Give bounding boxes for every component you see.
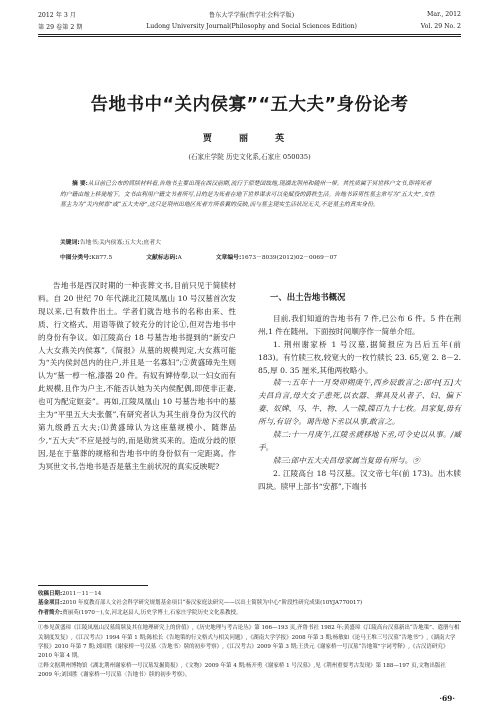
article-number: 1673－8039(2012)02－0069－07 [241,255,337,261]
header-date: 2012 年 3 月 [38,12,76,19]
article-author: 贾 丽 英 [202,134,297,144]
article-number-label: 文章编号: [215,255,242,261]
keywords-text: 告地书;关内侯寡;五大夫;庶者大 [79,240,161,246]
header-rule-thick [38,34,461,35]
intro-paragraph: 告地书是西汉时期的一种丧葬文书,目前只见于简牍材料。自 20 世纪 70 年代湖北江陵凤凰山 10 号汉墓首次发现以来,已有数件出土。学者们就告地书的名称由来、性质、行文格式、用语等做了较充分的讨论①,但对告地书中的身份有争议。如江陵高台 18 号墓告地书提到的“新安户人大女燕关内侯寡”,《简报》从墓的规模判定,大女燕可能为“关内侯封邑内的住户,并且是一名寡妇”;②黄盛璋先生则认为“墓一椁一棺,漆器 20 件。有奴有婢侍奉,以一妇女而有此规模,且作为户主,不能否认她为关内侯配偶,即使非正妻,也可为配定妪妾”。再如,江陵凤凰山 10 号墓告地书中的墓主为“平里五大夫张偃”,有研究者认为其生前身份为汉代的第九级爵五大夫;⑴黄盛璋认为这座墓规模小、随葬品少,“五大夫”不应是授与的,而是勋赏买来的。造成分歧的原因,是在于墓葬的规格和告地书中的身份似有一定距离。作为冥世文书,告地书是否是墓主生前状况的真实反映呢? [38,281,236,471]
footnote-1: ①参见黄盛璋《江陵凤凰山汉墓简牍及其在地理研究上的价值》,《历史地理与考古论丛》第 166—193 页,齐鲁书社 1982 年;黄盛璋《江陵高台汉墓新出“告地策”、遣册与相关制度发复》,《江汉考古》1994 年第 1 期;陈松长《告地策的行文格式与相关问题》,《湖南大学学报》2008 年第 3 期;杨敏如《论马王堆三号汉墓“告地书”》,《湖南大学学报》2010 年第 7 期;刘国胜《谢家桥一号汉墓〈告地书〉牍的初步考察》,《江汉考古》2009 年第 3 期;王贵元《谢家桥一号汉墓“告地策”字词考释》,《古汉语研究》2010 年第 4 期。 [38,625,460,660]
item-2: 2. 江陵高台 18 号汉墓。汉文帝七年(前 173)。出木牍四块。牍甲上部书“安都”,下端书 [258,468,461,491]
article-title: 告地书中“关内侯寡”“五大夫”身份论考 [90,95,409,115]
header-volume-en: Vol. 29 No. 2 [420,23,461,30]
quote-tablet-2: 牍二:十一月庚午,江陵丞虒移地下丞,可令史以从事。/臧手。 [258,430,461,452]
abstract [60,179,437,211]
fund-text: 2010 年度教育部人文社会科学研究规划基金项目“秦汉家庭法研究——以出土简牍为中心”阶段性研究成果(10YJA770017) [62,600,363,607]
fund-label: 基金项目: [38,600,63,607]
body-right-column [258,280,461,494]
abstract-text: 从目前已公布的简牍材料看,告地书主要出现在西汉前期,流行于原楚国故地,现湖北荆州和随州一带。其性质属于冥世移户文书,即将死者的户籍由地上移徙地下。文书由利用户籍文书者所写,目的是为死者在地下世界谋求可以免赋役的爵秩生活。告地书诉男性墓主常写为“五大夫”,女性墓主为为“关内侯寡”或“五大夫母”,这只是荆州出地区死者方所希冀的反映,而与墓主现实生活状况无关,不是墓主的真实身份。 [60,181,435,208]
bio-label: 作者简介: [38,609,63,616]
journal-header [38,6,461,46]
doc-code: A [177,255,182,261]
section-intro: 目前,我们知道的告地书有 7 件,已公布 6 件。5 件在荆州,1 件在随州。下面按时间顺序作一简单介绍。 [258,313,461,336]
journal-name-en: Ludong University Journal(Philosophy and Social Sciences Edition) [146,23,357,30]
keywords [60,238,437,248]
bio-text: 贾丽英(1970－),女,河北赵县人,历史学博士,石家庄学院历史文化系教授。 [62,609,242,616]
body-left-column [38,280,236,474]
footnote-2: ②释文据荆州博物馆《湖北荆州谢家桥一号汉墓发掘简报》,《文物》2009 年第 4 期;杨开勇《谢家桥 1 号汉墓》,见《荆州重要考古发现》第 188—197 页,文物出版社 2009 年;刘国胜《谢家桥一号汉墓〈告地书〉牍的初步考察》。 [38,662,446,679]
keywords-label: 关键词: [60,240,80,246]
doc-code-label: 文献标志码: [146,255,178,261]
clc-label: 中图分类号: [60,255,92,261]
header-date-en: Mar., 2012 [427,11,461,18]
received-label: 收稿日期: [38,591,63,597]
clc-number: K877.5 [91,255,113,261]
author-affiliation: (石家庄学院 历史文化系,石家庄 050035) [188,153,311,161]
journal-name-cn: 鲁东大学学报(哲学社会科学版) [208,12,295,19]
item-1: 1. 荆州谢家桥 1 号汉墓,据简报应为吕后五年(前 183)。有竹牍三枚,较宽大的一枚竹牍长 23. 65,宽 2. 8－2. 85,厚 0. 35 厘米,其他两枚略小。 [258,339,461,375]
footnotes [38,585,461,681]
quote-tablet-3: 牍三:郎中五大夫昌母家属当复毋有所与。⑨ [273,455,420,465]
received-date: 2011－11－14 [62,591,102,597]
footnote-rule [38,585,148,586]
header-rule-thin [38,36,461,37]
page-number: ·69· [439,694,455,703]
section-heading: 一、出土告地书概况 [270,292,346,302]
header-volume: 第 29 卷第 2 期 [38,24,83,31]
classification-info [60,252,437,261]
quote-tablet-1: 牍一:五年十一月癸卯朔庚午,西乡辰敢言之:郎中[五]大夫昌自言,母大女子恚死,以衣器、葬具及从者子、妇、偏下妻、奴婢、马、牛、物、人一牒,牒百九十七枚。昌家复,毋有所与,有诏令。谒告地下丞以从事,敢言之。 [258,378,461,427]
abstract-label: 摘 要: [72,181,88,187]
